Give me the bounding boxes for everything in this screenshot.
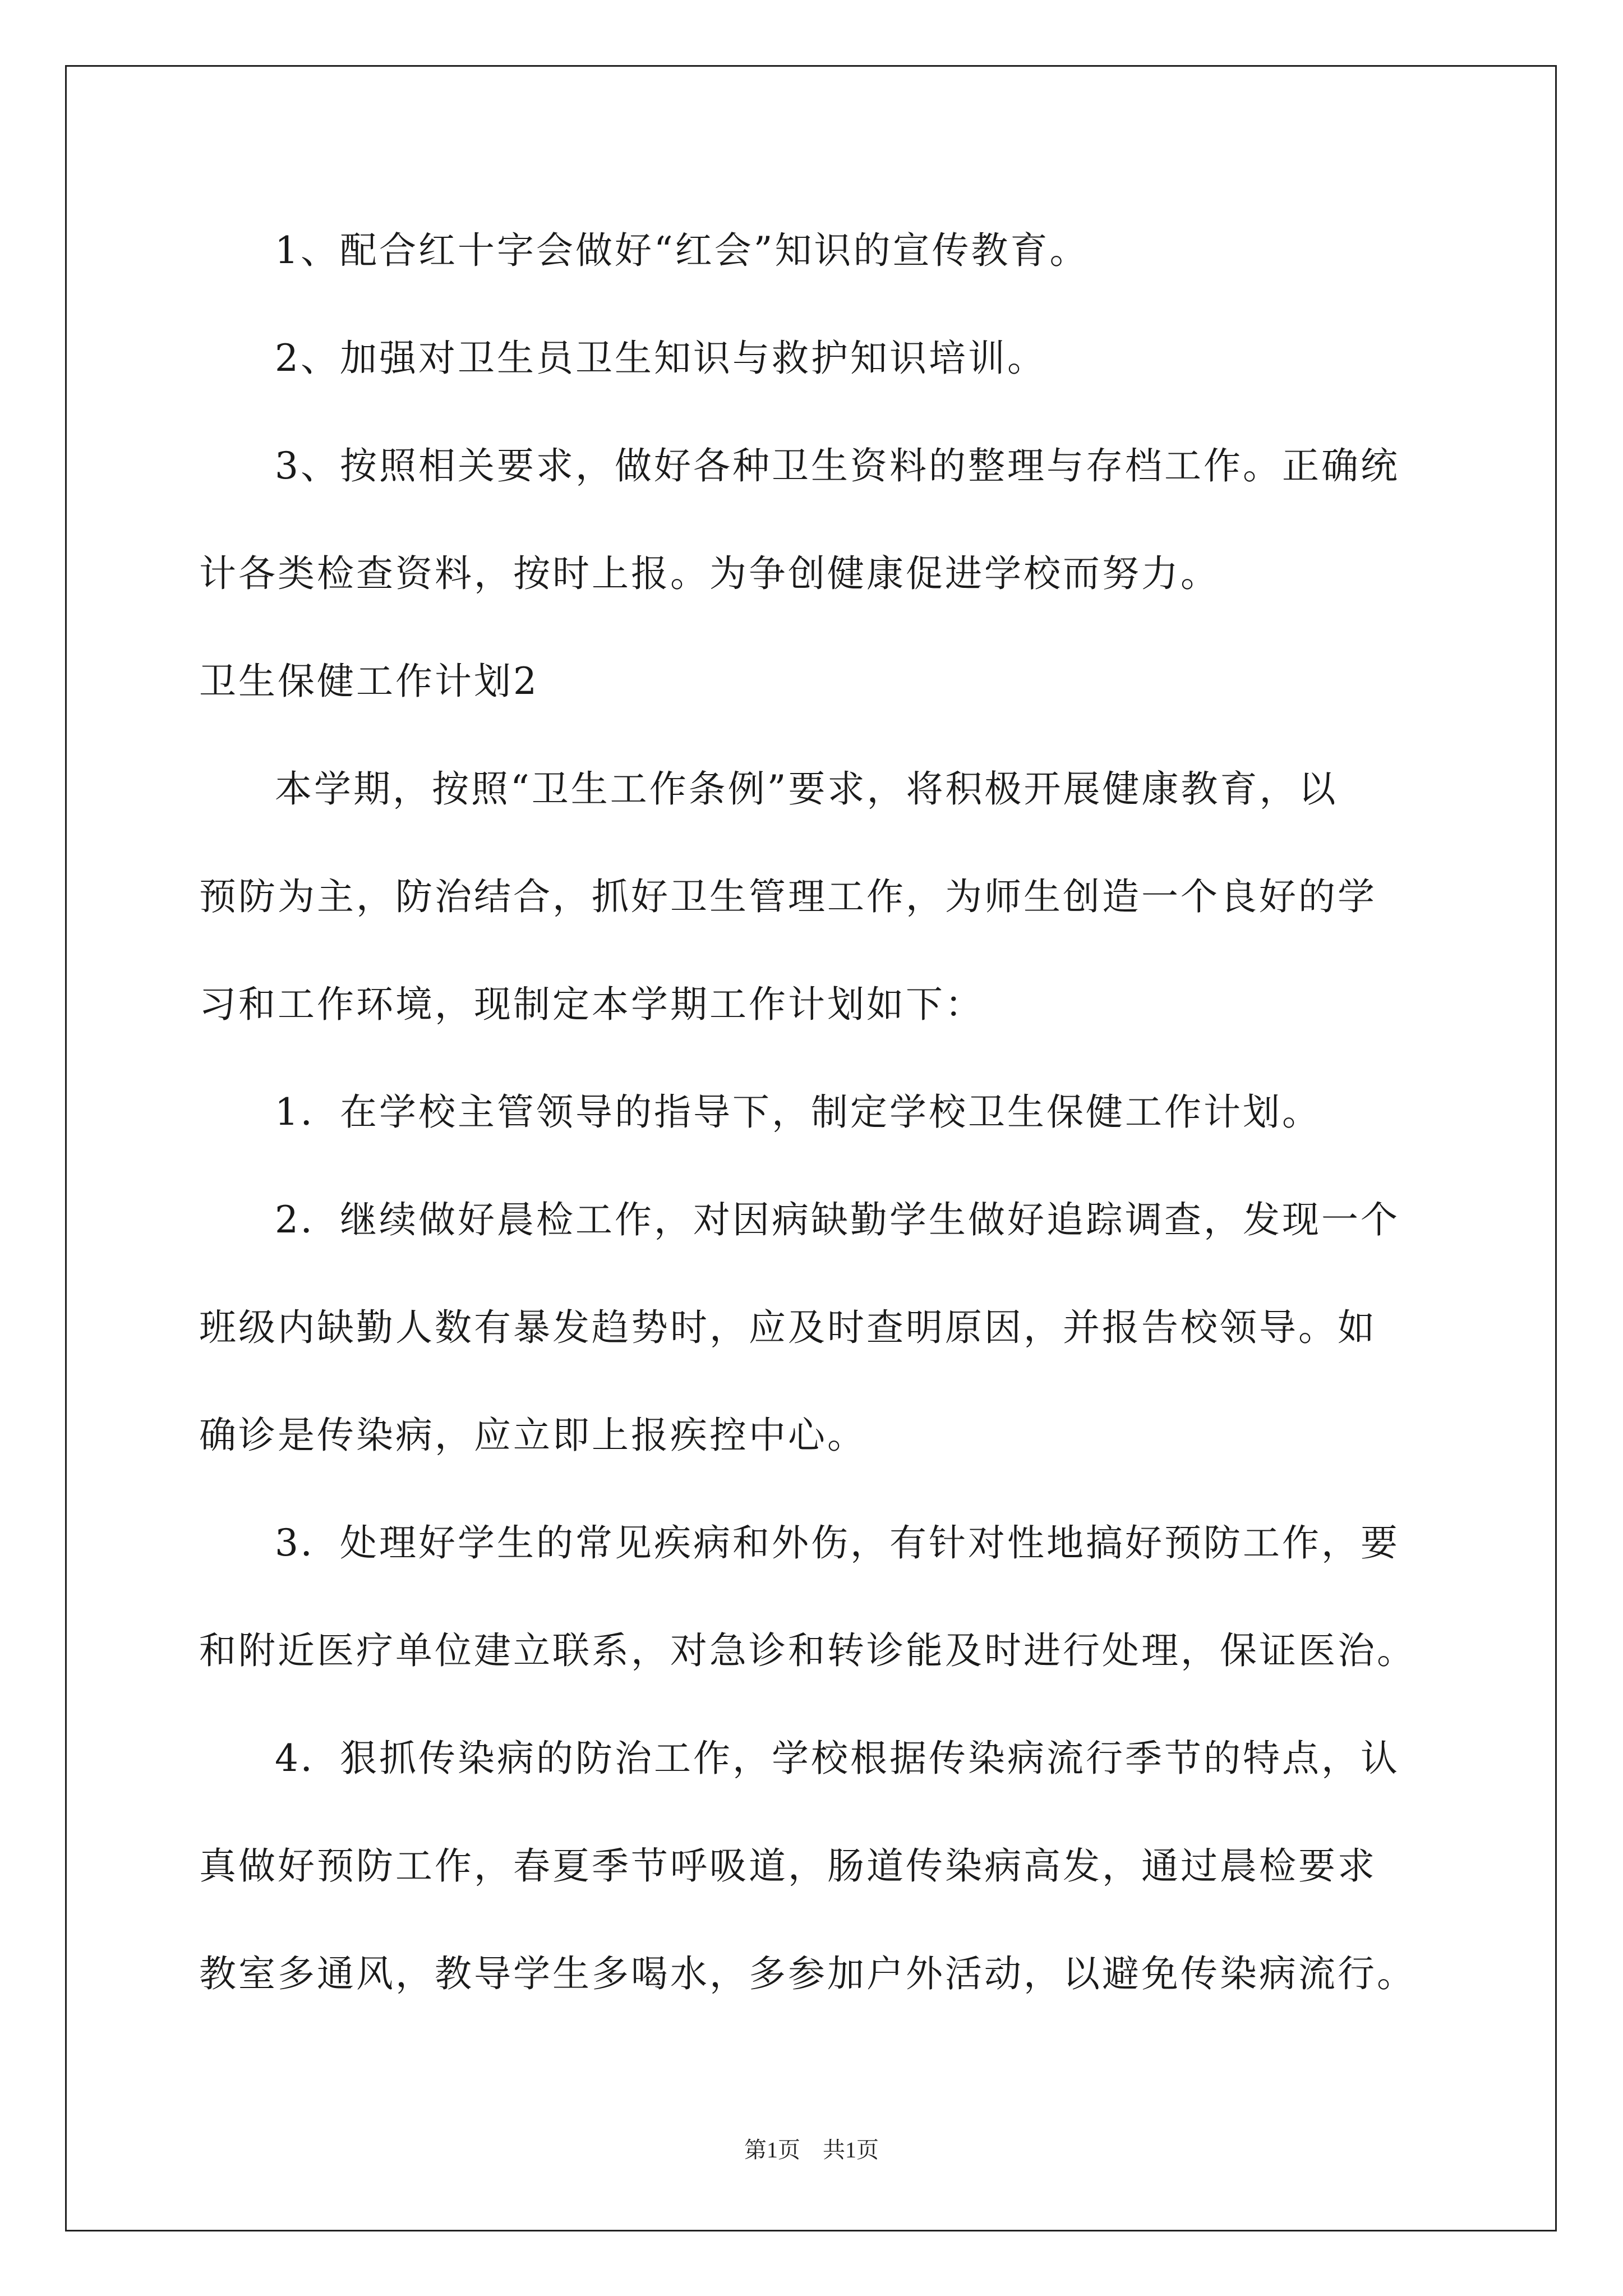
section-heading: 卫生保健工作计划2 — [199, 660, 539, 703]
text-line: 2．继续做好晨检工作，对因病缺勤学生做好追踪调查，发现一个 — [275, 1198, 1400, 1241]
text-line: 和附近医疗单位建立联系，对急诊和转诊能及时进行处理，保证医治。 — [199, 1629, 1416, 1672]
text-line: 3、按照相关要求，做好各种卫生资料的整理与存档工作。正确统 — [275, 444, 1400, 487]
text-line: 计各类检查资料，按时上报。为争创健康促进学校而努力。 — [199, 552, 1220, 595]
text-line: 确诊是传染病，应立即上报疾控中心。 — [199, 1414, 866, 1457]
text-line: 2、加强对卫生员卫生知识与救护知识培训。 — [275, 337, 1046, 380]
text-line: 班级内缺勤人数有暴发趋势时，应及时查明原因，并报告校领导。如 — [199, 1306, 1377, 1349]
text-line: 教室多通风，教导学生多喝水，多参加户外活动，以避免传染病流行。 — [199, 1952, 1416, 1995]
text-line: 4．狠抓传染病的防治工作，学校根据传染病流行季节的特点，认 — [275, 1737, 1400, 1780]
text-line: 本学期，按照“卫生工作条例”要求，将积极开展健康教育，以 — [275, 767, 1338, 811]
text-line: 预防为主，防治结合，抓好卫生管理工作，为师生创造一个良好的学 — [199, 875, 1377, 918]
text-line: 1、配合红十字会做好“红会”知识的宣传教育。 — [275, 229, 1089, 272]
text-line: 3．处理好学生的常见疾病和外伤，有针对性地搞好预防工作，要 — [275, 1521, 1400, 1565]
text-line: 1．在学校主管领导的指导下，制定学校卫生保健工作计划。 — [275, 1091, 1321, 1134]
text-line: 真做好预防工作，春夏季节呼吸道，肠道传染病高发，通过晨检要求 — [199, 1844, 1377, 1888]
text-line: 习和工作环境，现制定本学期工作计划如下： — [199, 983, 984, 1026]
page-border — [65, 65, 1557, 2231]
page-footer: 第1页 共1页 — [744, 2137, 879, 2162]
